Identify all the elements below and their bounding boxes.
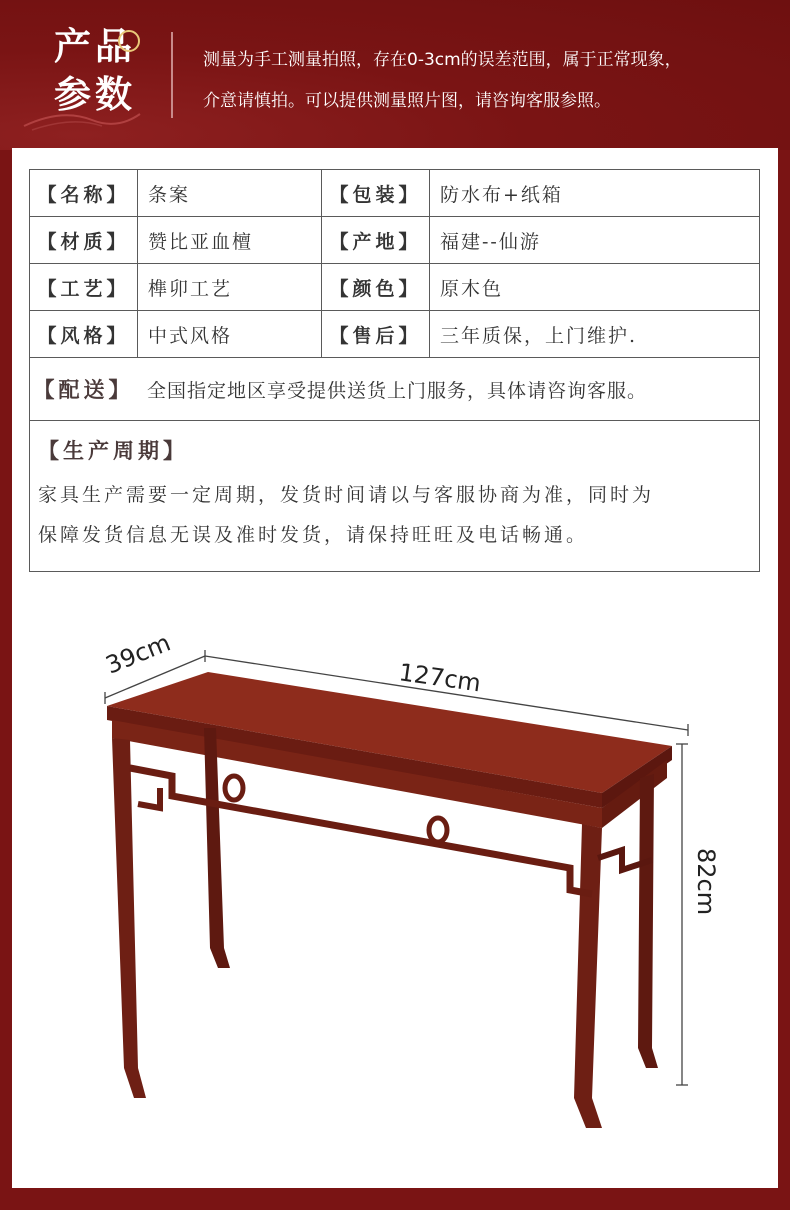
spec-table	[29, 169, 760, 572]
spec-value: 赞比亚血檀	[138, 217, 322, 264]
spec-label: 【材质】	[30, 217, 138, 264]
notice-line-1: 测量为手工测量拍照，存在0-3cm的误差范围，属于正常现象，	[203, 50, 682, 70]
spec-label: 【名称】	[30, 170, 138, 217]
spec-value: 防水布+纸箱	[429, 170, 759, 217]
table-row	[30, 421, 760, 572]
spec-value: 条案	[138, 170, 322, 217]
header-banner	[0, 0, 790, 150]
notice-line-2: 介意请慎拍。可以提供测量照片图，请咨询客服参照。	[203, 91, 611, 111]
table-row	[30, 170, 760, 217]
spec-label: 【风格】	[30, 311, 138, 358]
spec-value: 榫卯工艺	[138, 264, 322, 311]
table-row	[30, 217, 760, 264]
delivery-label: 【配送】	[33, 377, 134, 402]
table-row	[30, 264, 760, 311]
spec-label: 【包装】	[321, 170, 429, 217]
width-label: 127cm	[397, 658, 483, 698]
spec-value: 原木色	[429, 264, 759, 311]
delivery-value: 全国指定地区享受提供送货上门服务，具体请咨询客服。	[147, 380, 648, 402]
spec-label: 【工艺】	[30, 264, 138, 311]
gold-ring-icon	[118, 30, 140, 52]
production-label: 【生产周期】	[38, 438, 188, 463]
spec-label: 【产地】	[321, 217, 429, 264]
depth-label: 39cm	[101, 628, 175, 680]
measurement-notice	[203, 40, 783, 122]
spec-value: 三年质保，上门维护.	[429, 311, 759, 358]
spec-value: 福建--仙游	[429, 217, 759, 264]
title-line-2: 参数	[54, 72, 136, 116]
production-line-1: 家具生产需要一定周期，发货时间请以与客服协商为准，同时为	[38, 484, 655, 506]
production-line-2: 保障发货信息无误及准时发货，请保持旺旺及电话畅通。	[38, 524, 589, 546]
title-line-1: 产品	[54, 24, 136, 68]
delivery-cell	[30, 358, 760, 421]
spec-label: 【售后】	[321, 311, 429, 358]
spec-label: 【颜色】	[321, 264, 429, 311]
production-text	[38, 475, 753, 555]
table-row	[30, 358, 760, 421]
spec-value: 中式风格	[138, 311, 322, 358]
header-divider	[171, 32, 173, 118]
table-row	[30, 311, 760, 358]
height-label: 82cm	[692, 848, 720, 916]
wooden-altar-table-image	[107, 672, 672, 1128]
production-cell	[30, 421, 760, 572]
table-dimension-figure	[12, 628, 778, 1188]
content-panel	[12, 148, 778, 1188]
